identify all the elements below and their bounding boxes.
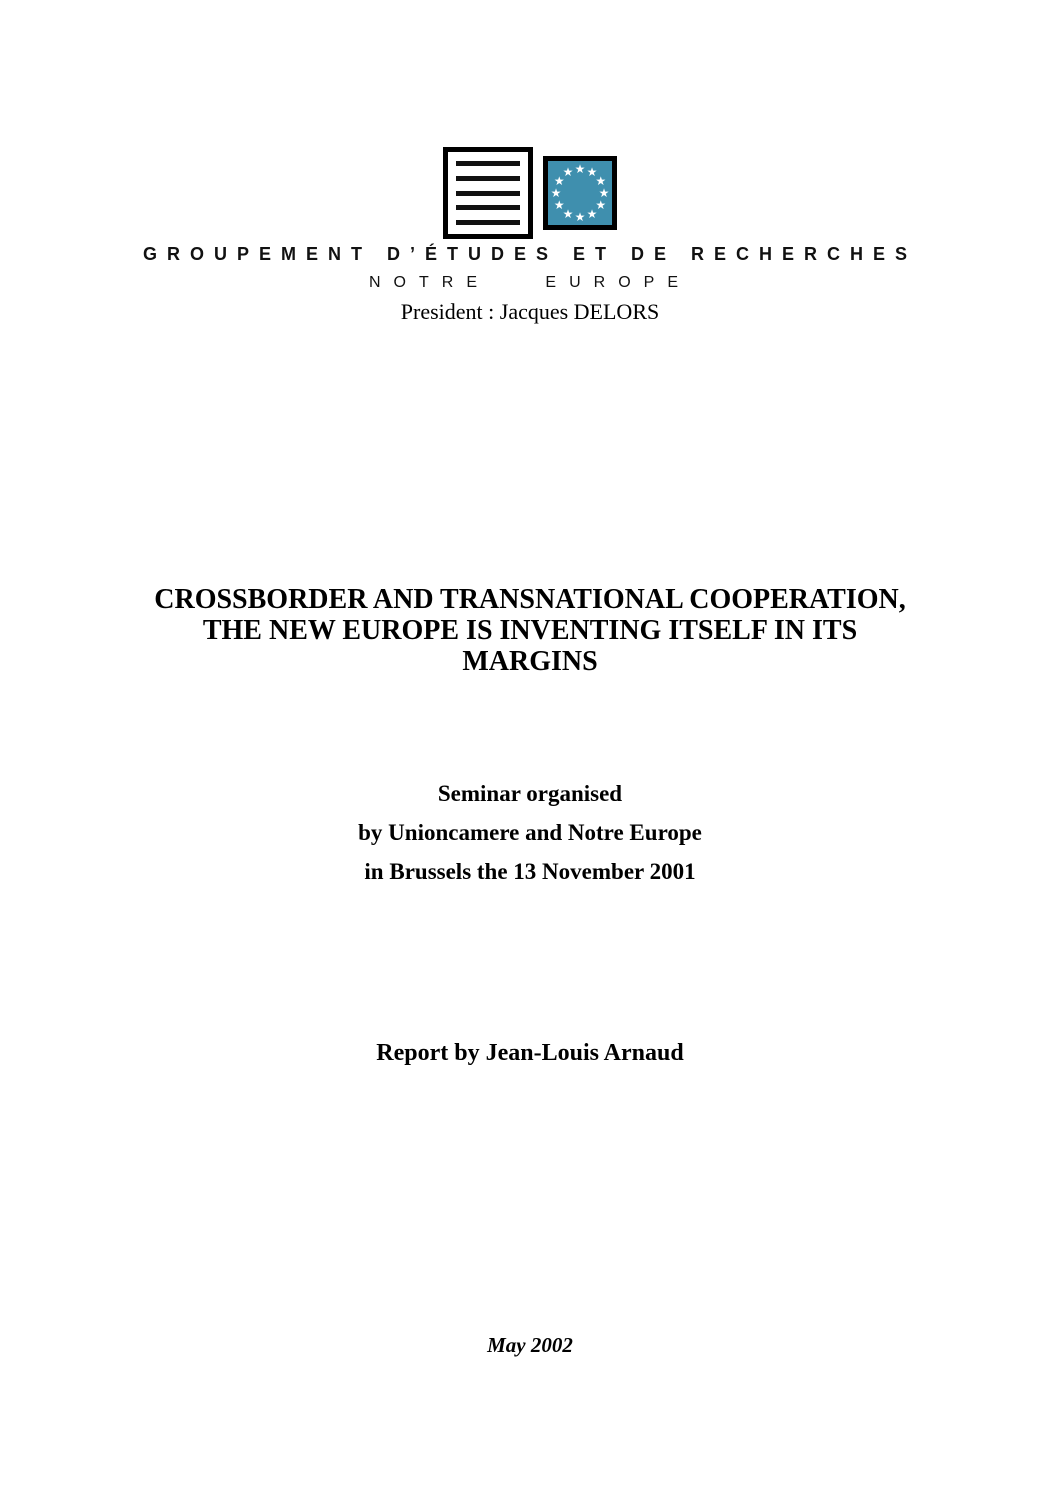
eu-star-icon: ★ bbox=[586, 165, 598, 180]
eu-star-icon: ★ bbox=[550, 186, 562, 200]
eu-star-icon: ★ bbox=[595, 198, 607, 212]
seminar-line-1: Seminar organised bbox=[437, 781, 623, 806]
notre-europe-logo bbox=[0, 147, 1060, 239]
publication-date: May 2002 bbox=[487, 1333, 573, 1357]
seminar-details bbox=[80, 774, 980, 891]
president-line: President : Jacques DELORS bbox=[400, 299, 660, 324]
document-title bbox=[80, 584, 980, 677]
eu-star-icon: ★ bbox=[562, 206, 574, 221]
title-line-3: MARGINS bbox=[462, 646, 598, 677]
report-byline: Report by Jean-Louis Arnaud bbox=[376, 1040, 684, 1066]
title-line-1: CROSSBORDER AND TRANSNATIONAL COOPERATION, bbox=[154, 584, 906, 615]
eu-star-icon: ★ bbox=[598, 186, 610, 200]
eu-star-icon: ★ bbox=[553, 198, 565, 212]
seminar-line-3: in Brussels the 13 November 2001 bbox=[364, 859, 696, 884]
organization-name: GROUPEMENT D’ÉTUDES ET DE RECHERCHES bbox=[142, 244, 918, 264]
eu-star-icon: ★ bbox=[595, 174, 607, 188]
eu-star-icon: ★ bbox=[574, 162, 586, 176]
seminar-line-2: by Unioncamere and Notre Europe bbox=[358, 820, 702, 845]
organization-subname: NOTRE EUROPE bbox=[368, 274, 691, 291]
title-line-2: THE NEW EUROPE IS INVENTING ITSELF IN ITS bbox=[202, 615, 858, 646]
eu-star-icon: ★ bbox=[553, 174, 565, 188]
eu-star-icon: ★ bbox=[586, 206, 598, 221]
eu-star-icon: ★ bbox=[574, 210, 586, 224]
document-lines-icon bbox=[443, 147, 533, 239]
eu-star-icon: ★ bbox=[562, 165, 574, 180]
eu-stars-icon bbox=[543, 156, 617, 230]
